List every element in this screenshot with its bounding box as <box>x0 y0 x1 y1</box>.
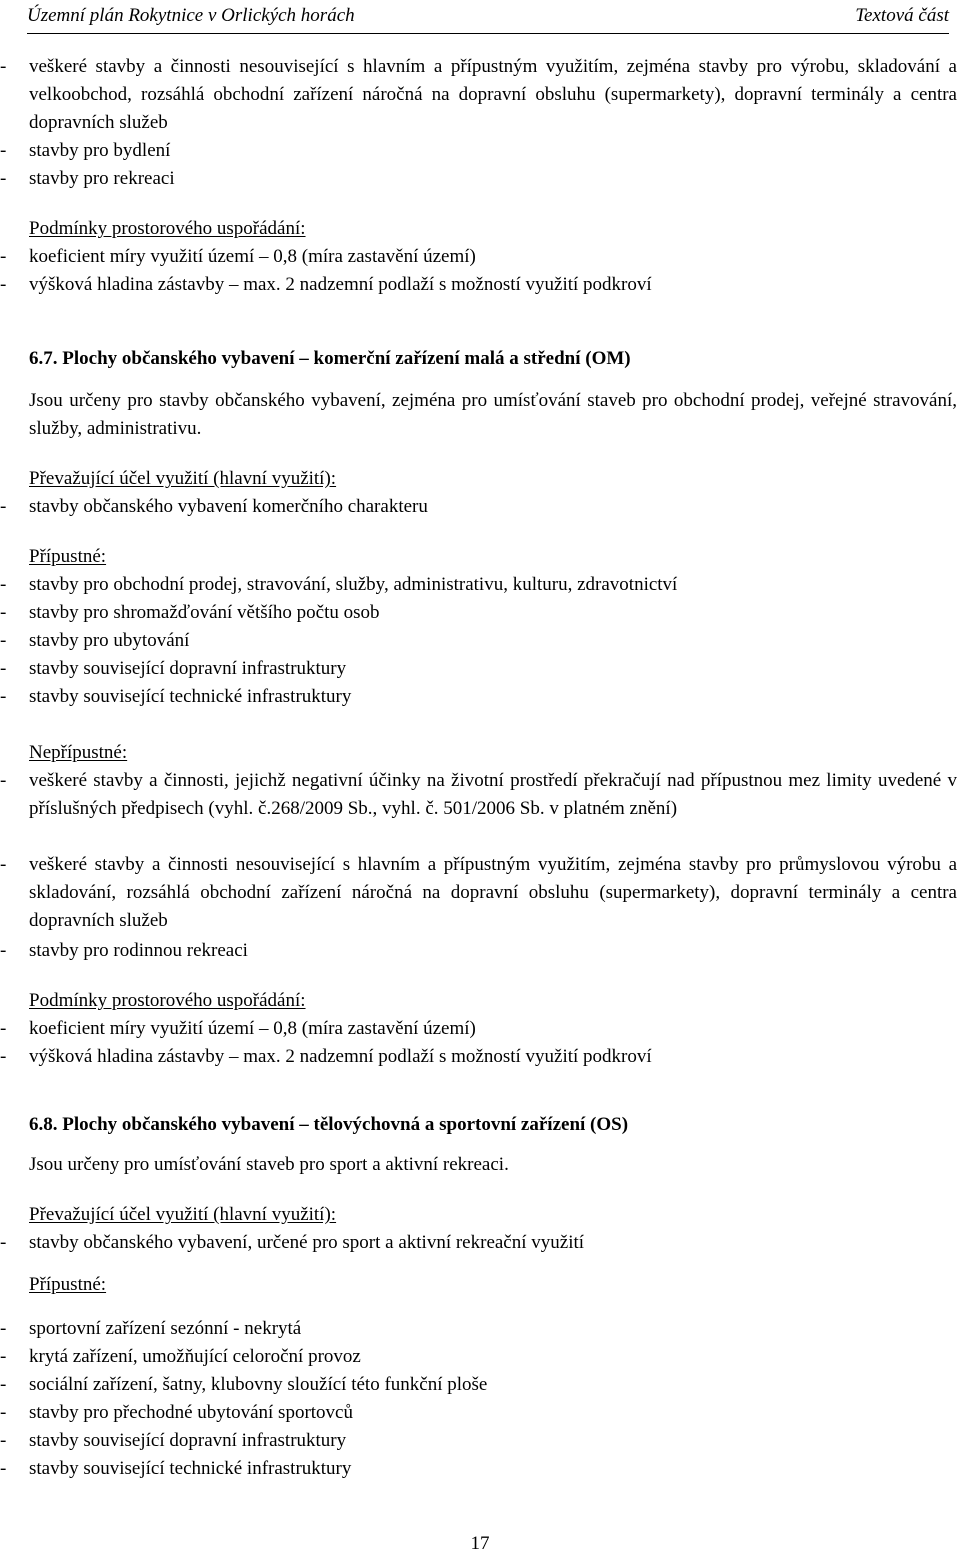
list-item: - stavby pro ubytování <box>0 627 957 655</box>
list-item: - stavby pro shromažďování většího počtu osob <box>0 599 957 627</box>
bullet: - <box>0 686 7 707</box>
bullet: - <box>0 496 7 517</box>
list-item: - krytá zařízení, umožňující celoroční provoz <box>0 1343 957 1371</box>
document-body <box>0 53 957 1483</box>
page-number: 17 <box>470 1533 490 1554</box>
section-heading-6-8: 6.8. Plochy občanského vybavení – tělovýchovná a sportovní zařízení (OS) <box>29 1114 629 1135</box>
list-item: - výšková hladina zástavby – max. 2 nadzemní podlaží s možností využití podkroví <box>0 271 957 299</box>
bullet: - <box>0 1232 7 1253</box>
bullet: - <box>0 940 7 961</box>
bullet: - <box>0 630 7 651</box>
list-item: - stavby občanského vybavení komerčního charakteru <box>0 493 957 521</box>
bullet: - <box>0 574 7 595</box>
bullet: - <box>0 770 7 791</box>
list-item: - stavby pro bydlení <box>0 137 957 165</box>
list-item: - stavby související dopravní infrastruktury <box>0 655 957 683</box>
bullet: - <box>0 602 7 623</box>
conditions-heading: Podmínky prostorového uspořádání: <box>29 990 306 1011</box>
list-item: - koeficient míry využití území – 0,8 (míra zastavění území) <box>0 243 957 271</box>
list-item: - sportovní zařízení sezónní - nekrytá <box>0 1315 957 1343</box>
header-section-label: Textová část <box>855 5 949 26</box>
bullet: - <box>0 246 7 267</box>
list-item: - stavby pro rekreaci <box>0 165 957 193</box>
bullet: - <box>0 1346 7 1367</box>
section-heading-6-7: 6.7. Plochy občanského vybavení – komerční zařízení malá a střední (OM) <box>29 348 631 369</box>
section-intro: Jsou určeny pro stavby občanského vybavení, zejména pro umísťování staveb pro obchodní prodej, veřejné stravování, služby, administrativu. <box>29 390 957 439</box>
bullet: - <box>0 1046 7 1067</box>
bullet: - <box>0 1402 7 1423</box>
bullet: - <box>0 168 7 189</box>
list-item: - stavby pro přechodné ubytování sportovců <box>0 1399 957 1427</box>
header-document-title: Územní plán Rokytnice v Orlických horách <box>27 5 355 26</box>
list-item: - koeficient míry využití území – 0,8 (míra zastavění území) <box>0 1015 957 1043</box>
bullet: - <box>0 140 7 161</box>
list-item: - stavby pro rodinnou rekreaci <box>0 937 957 965</box>
bullet: - <box>0 56 7 77</box>
conditions-heading: Podmínky prostorového uspořádání: <box>29 218 306 239</box>
list-item: - stavby občanského vybavení, určené pro sport a aktivní rekreační využití <box>0 1229 957 1257</box>
forbidden-heading: Nepřípustné: <box>29 742 128 763</box>
header-rule <box>27 33 949 34</box>
section-intro: Jsou určeny pro umísťování staveb pro sport a aktivní rekreaci. <box>29 1154 509 1175</box>
list-item: - stavby související dopravní infrastruktury <box>0 1427 957 1455</box>
list-item: - veškeré stavby a činnosti nesouvisející s hlavním a přípustným využitím, zejména stavby pro průmyslovou výrobu a skladování, rozsáhlá obchodní zařízení náročná na dopravní obsluhu (supermarkety), dopravní terminály a centra dopravních služeb <box>0 851 957 935</box>
allowed-heading: Přípustné: <box>29 546 107 567</box>
page-header <box>27 2 949 32</box>
list-item: - sociální zařízení, šatny, klubovny sloužící této funkční ploše <box>0 1371 957 1399</box>
bullet: - <box>0 854 7 875</box>
bullet: - <box>0 1374 7 1395</box>
list-item: - veškeré stavby a činnosti nesouvisející s hlavním a přípustným využitím, zejména stavby pro výrobu, skladování a velkoobchod, rozsáhlá obchodní zařízení náročná na dopravní obsluhu (supermarkety), dopravní terminály a centra dopravních služeb <box>0 53 957 137</box>
main-use-heading: Převažující účel využití (hlavní využití): <box>29 468 337 489</box>
bullet: - <box>0 1318 7 1339</box>
allowed-heading: Přípustné: <box>29 1274 107 1295</box>
bullet: - <box>0 658 7 679</box>
list-item: - stavby související technické infrastruktury <box>0 1455 957 1483</box>
bullet: - <box>0 274 7 295</box>
list-item: - stavby související technické infrastruktury <box>0 683 957 711</box>
main-use-heading: Převažující účel využití (hlavní využití): <box>29 1204 337 1225</box>
list-item: - výšková hladina zástavby – max. 2 nadzemní podlaží s možností využití podkroví <box>0 1043 957 1071</box>
list-item: - stavby pro obchodní prodej, stravování, služby, administrativu, kulturu, zdravotnictví <box>0 571 957 599</box>
bullet: - <box>0 1018 7 1039</box>
bullet: - <box>0 1458 7 1479</box>
list-item: - veškeré stavby a činnosti, jejichž negativní účinky na životní prostředí překračují nad přípustnou mez limity uvedené v příslušných předpisech (vyhl. č.268/2009 Sb., vyhl. č. 501/2006 Sb. v platném znění) <box>0 767 957 851</box>
bullet: - <box>0 1430 7 1451</box>
